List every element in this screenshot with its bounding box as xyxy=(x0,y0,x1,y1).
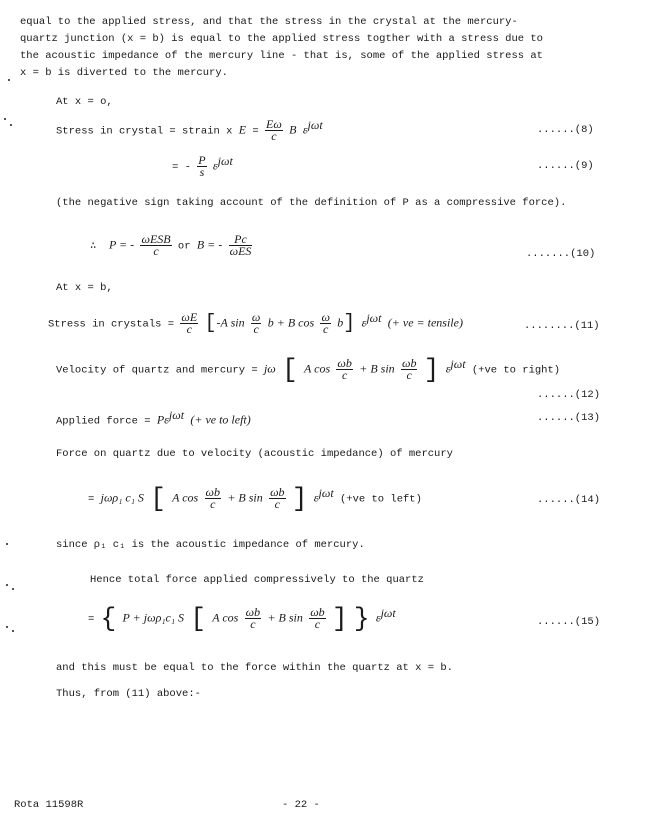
eq9-number: ......(9) xyxy=(537,160,594,172)
eq14-exp: jωt xyxy=(318,486,334,500)
eq10-frac1-den: c xyxy=(153,244,159,258)
eq15-wb-fraction-2 xyxy=(309,607,325,630)
para-line-2: quartz junction (x = b) is equal to the applied stress togther with a stress due to xyxy=(20,33,543,45)
eq11-number: ........(11) xyxy=(524,320,600,332)
eq12-prefix: Velocity of quartz and mercury = xyxy=(56,364,258,377)
eq12-wb-fraction-2 xyxy=(401,358,417,381)
equation-13 xyxy=(56,408,251,428)
para-line-1: equal to the applied stress, and that the stress in the crystal at the mercury- xyxy=(20,16,518,28)
eq12-left-bracket: [ xyxy=(282,354,298,385)
eq15-wb-fraction-1 xyxy=(245,607,261,630)
eq13-prefix: Applied force = xyxy=(56,415,151,428)
force-line: Force on quartz due to velocity (acoustic impedance) of mercury xyxy=(56,448,453,460)
eq9-exp: jωt xyxy=(217,154,233,168)
equation-9 xyxy=(172,154,233,178)
eq11-w-fraction-1 xyxy=(251,312,261,335)
eq15-A: A cos xyxy=(212,610,239,625)
eq11-w2-den: c xyxy=(323,322,329,337)
eq11-A: -A sin xyxy=(216,315,245,330)
eq12-wb-fraction-1 xyxy=(336,358,352,381)
para-line-4: x = b is diverted to the mercury. xyxy=(20,67,228,79)
eq14-A: A cos xyxy=(172,490,199,505)
eq14-wb1-num: ωb xyxy=(205,485,221,500)
eq13-number: ......(13) xyxy=(537,412,601,424)
eq11-prefix: Stress in crystals = xyxy=(48,318,175,331)
eq15-right-bracket: ] xyxy=(332,603,348,634)
eq9-frac-num: P xyxy=(198,153,206,168)
eq10-fraction-1 xyxy=(140,234,171,257)
eq14-wb-fraction-2 xyxy=(269,487,285,510)
thus-line: Thus, from (11) above:- xyxy=(56,688,201,700)
eq10-frac2-num: Pc xyxy=(229,234,253,246)
eq12-wb2-den: c xyxy=(406,368,412,383)
eq15-exp: jωt xyxy=(380,606,396,620)
eq10-frac1-num: ωESB xyxy=(141,232,171,246)
eq14-eq: = xyxy=(88,493,95,506)
scan-speck xyxy=(6,543,8,545)
eq12-A: A cos xyxy=(304,361,331,376)
eq14-plus: + B sin xyxy=(227,490,263,505)
since-line: since ρ₁ c₁ is the acoustic impedance of mercury. xyxy=(56,539,365,551)
eq9-frac-den: s xyxy=(199,165,205,180)
eq11-mid: b + B cos xyxy=(267,315,315,330)
eq14-wb1-den: c xyxy=(210,497,216,512)
scan-speck xyxy=(4,118,6,120)
eq11-w-num: ω xyxy=(251,310,261,325)
sign-note: (the negative sign taking account of the definition of P as a compressive force). xyxy=(56,197,567,209)
eq12-wb1-num: ωb xyxy=(337,356,352,371)
footer-reference: Rota 11598R xyxy=(14,799,84,811)
eq11-w-fraction-2 xyxy=(320,312,330,335)
eq15-left-bracket: [ xyxy=(190,603,206,634)
eq8-prefix: Stress in crystal = strain x xyxy=(56,125,233,138)
eq13-exp: jωt xyxy=(168,408,185,422)
eq15-number: ......(15) xyxy=(537,616,601,628)
eq8-exp: jωt xyxy=(307,118,323,132)
scan-speck xyxy=(10,124,12,126)
eq11-frac-den: c xyxy=(186,322,192,337)
eq8-E: E xyxy=(238,122,247,137)
eq8-B: B xyxy=(289,122,297,137)
scan-speck xyxy=(6,626,8,628)
eq13-tail: (+ ve to left) xyxy=(190,412,251,427)
eq11-b: b xyxy=(337,315,344,330)
eq15-plus: + B sin xyxy=(267,610,303,625)
eq9-eq: = xyxy=(172,161,179,174)
scan-speck xyxy=(12,588,14,590)
eq8-exp-base: ε xyxy=(302,122,308,137)
equation-15 xyxy=(88,603,396,634)
eq15-right-brace: } xyxy=(353,603,370,634)
eq12-number: ......(12) xyxy=(537,389,601,401)
eq12-jw: jω xyxy=(263,361,276,376)
eq14-left-bracket: [ xyxy=(150,483,166,514)
eq15-wb2-den: c xyxy=(314,617,321,632)
eq13-rhs: Pε xyxy=(156,412,169,427)
eq11-exp: jωt xyxy=(366,311,382,325)
eq12-right-bracket: ] xyxy=(423,354,440,385)
eq14-exp-base: ε xyxy=(313,490,319,505)
eq15-eq: = xyxy=(88,613,95,626)
eq9-minus: - xyxy=(184,161,191,174)
eq11-frac-num: ωE xyxy=(181,310,198,325)
eq10-frac2-den: ωES xyxy=(229,244,252,258)
therefore-symbol: ∴ xyxy=(90,240,97,253)
eq8-frac-den: c xyxy=(271,129,277,144)
scan-speck xyxy=(8,79,10,81)
para-line-3: the acoustic impedance of the mercury line - that is, some of the applied stress at xyxy=(20,50,543,62)
eq14-wb2-den: c xyxy=(274,497,280,512)
eq8-number: ......(8) xyxy=(537,124,594,136)
eq10-fraction-2 xyxy=(229,234,253,257)
hence-line: Hence total force applied compressively to the quartz xyxy=(90,574,424,586)
eq14-number: ......(14) xyxy=(537,494,601,506)
eq11-fraction xyxy=(180,312,198,335)
at-x0-label: At x = o, xyxy=(56,96,113,108)
eq14-wb2-num: ωb xyxy=(270,485,285,500)
eq10-or: or xyxy=(177,240,191,253)
eq11-w2-num: ω xyxy=(321,310,330,325)
eq12-wb2-num: ωb xyxy=(401,356,417,371)
eq9-exp-base: ε xyxy=(212,158,218,173)
scan-speck xyxy=(12,630,14,632)
eq12-tail: (+ve to right) xyxy=(471,364,561,377)
eq15-wb1-den: c xyxy=(250,617,256,632)
equal-line: and this must be equal to the force within the quartz at x = b. xyxy=(56,662,453,674)
eq15-exp-base: ε xyxy=(375,610,381,625)
eq12-exp: jωt xyxy=(450,357,466,371)
eq10-lhs-2: B = - xyxy=(196,237,223,252)
equation-8 xyxy=(56,118,323,142)
scan-speck xyxy=(6,584,8,586)
eq15-wb2-num: ωb xyxy=(310,605,325,620)
eq14-rhs: jωρ₁ c₁ S xyxy=(100,490,144,505)
eq12-wb1-den: c xyxy=(342,368,348,383)
equation-10 xyxy=(90,234,252,257)
page-number: - 22 - xyxy=(282,799,320,811)
eq14-wb-fraction-1 xyxy=(205,487,221,510)
eq14-tail: (+ve to left) xyxy=(339,493,422,506)
equation-12 xyxy=(56,354,561,385)
equation-14 xyxy=(88,483,422,514)
eq8-frac-num: Eω xyxy=(266,117,282,132)
eq10-lhs: P = - xyxy=(108,237,135,252)
eq10-number: .......(10) xyxy=(526,248,596,260)
eq8-fraction xyxy=(265,119,283,142)
eq11-tail: (+ ve = tensile) xyxy=(387,315,463,330)
eq11-right-bracket: ] xyxy=(343,312,356,336)
eq15-wb1-num: ωb xyxy=(245,605,261,620)
eq15-P: P + jωρ₁c₁ S xyxy=(122,610,184,625)
eq15-left-brace: { xyxy=(100,603,117,634)
eq11-w-den: c xyxy=(253,322,259,337)
eq12-plus: + B sin xyxy=(359,361,395,376)
eq11-exp-base: ε xyxy=(361,315,367,330)
equation-11 xyxy=(48,311,463,335)
eq12-exp-base: ε xyxy=(445,361,451,376)
eq14-right-bracket: ] xyxy=(291,483,308,514)
eq9-fraction xyxy=(197,155,206,178)
eq11-left-bracket: [ xyxy=(204,312,217,336)
at-xb-label: At x = b, xyxy=(56,282,113,294)
eq8-eq: = xyxy=(252,125,259,138)
